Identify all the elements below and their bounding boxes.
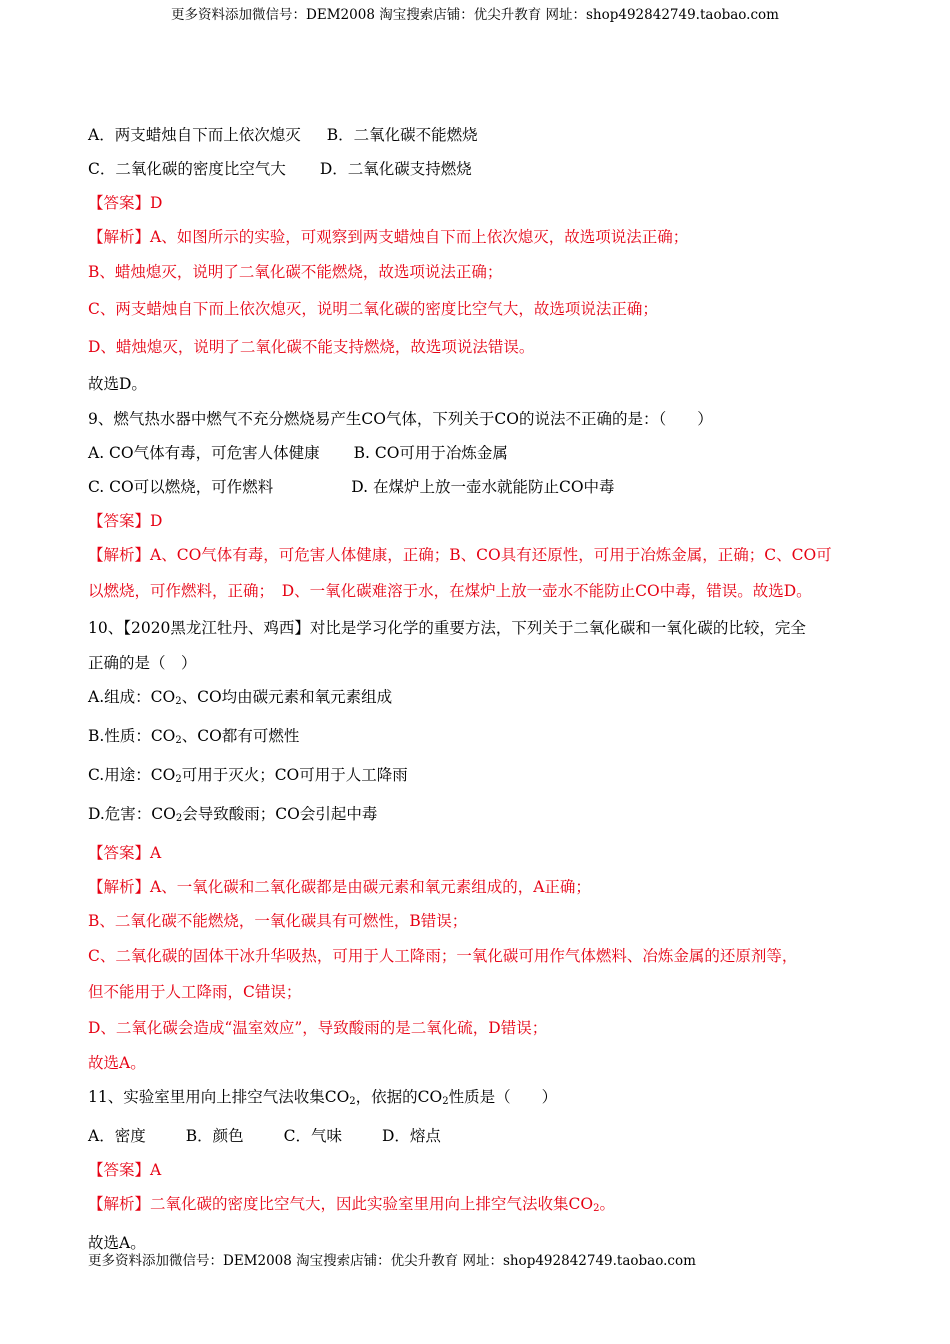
q11-answer-value: A: [150, 1161, 162, 1179]
q10-option-a-sub: 2: [175, 696, 182, 707]
q8-analysis-text-1: A、如图所示的实验，可观察到两支蜡烛自下而上依次熄灭，故选项说法正确；: [150, 228, 689, 246]
q10-option-b: [88, 719, 868, 758]
q10-analysis-4: 但不能用于人工降雨，C错误；: [88, 983, 302, 1001]
q8-option-b: B．二氧化碳不能燃烧: [326, 126, 478, 144]
q8-analysis-4: D、蜡烛熄灭，说明了二氧化碳不能支持燃烧，故选项说法错误。: [88, 338, 535, 356]
page-header: 更多资料添加微信号：DEM2008 淘宝搜索店铺：优尖升教育 网址：shop492842749.taobao.com: [171, 7, 779, 23]
q8-options-row-2: [88, 152, 868, 186]
page-footer: 更多资料添加微信号：DEM2008 淘宝搜索店铺：优尖升教育 网址：shop492842749.taobao.com: [88, 1253, 696, 1269]
q9-answer-value: D: [150, 512, 163, 530]
q10-option-a-post: 、CO均由碳元素和氧元素组成: [181, 688, 393, 706]
q10-option-b-pre: B.性质：CO: [88, 727, 176, 745]
q8-answer-tag: 【答案】: [88, 194, 151, 212]
q11-analysis-pre: 二氧化碳的密度比空气大，因此实验室里用向上排空气法收集CO: [150, 1195, 594, 1213]
q10-answer-value: A: [150, 844, 162, 862]
q10-option-b-sub: 2: [175, 735, 182, 746]
q8-answer: [88, 186, 868, 220]
q10-option-d-post: 会导致酸雨；CO会引起中毒: [182, 805, 378, 823]
q10-answer: [88, 836, 868, 870]
q11-stem-sub-1: 2: [349, 1096, 356, 1107]
q10-answer-tag: 【答案】: [88, 844, 151, 862]
q9-option-d: D. 在煤炉上放一壶水就能防止CO中毒: [351, 478, 615, 496]
q10-option-c-sub: 2: [175, 774, 182, 785]
q10-option-d-pre: D.危害：CO: [88, 805, 176, 823]
q11-analysis-tag: 【解析】: [88, 1195, 151, 1213]
q11-analysis: [88, 1187, 868, 1226]
q10-stem-1: 10、【2020黑龙江牡丹、鸡西】对比是学习化学的重要方法，下列关于二氧化碳和一氧化碳的比较，完全: [88, 619, 806, 637]
q10-stem-2: 正确的是（ ）: [88, 654, 197, 672]
q9-options-row-1: [88, 436, 868, 470]
q9-analysis-tag: 【解析】: [88, 546, 151, 564]
q11-stem-post: 性质是（ ）: [448, 1088, 558, 1106]
q10-analysis-tag: 【解析】: [88, 878, 151, 896]
q9-options-row-2: [88, 470, 868, 504]
q8-analysis-3: C、两支蜡烛自下而上依次熄灭，说明二氧化碳的密度比空气大，故选项说法正确；: [88, 300, 658, 318]
q10-option-a-pre: A.组成：CO: [88, 688, 176, 706]
q11-option-c: C．气味: [283, 1127, 342, 1145]
q9-analysis-text-1: A、CO气体有毒，可危害人体健康，正确；B、CO具有还原性，可用于冶炼金属，正确；C、CO可: [150, 546, 832, 564]
q10-option-c: [88, 758, 868, 797]
q11-conclusion: 故选A。: [88, 1234, 146, 1252]
q11-stem: [88, 1080, 868, 1119]
q9-answer: [88, 504, 868, 538]
q11-analysis-sub: 2: [593, 1203, 600, 1214]
q10-option-a: [88, 680, 868, 719]
q10-option-c-post: 可用于灭火；CO可用于人工降雨: [181, 766, 408, 784]
q11-answer: [88, 1153, 868, 1187]
q9-stem: 9、燃气热水器中燃气不充分燃烧易产生CO气体，下列关于CO的说法不正确的是：（ ）: [88, 410, 713, 428]
q9-analysis-2: 以燃烧，可作燃料，正确； D、一氧化碳难溶于水，在煤炉上放一壶水不能防止CO中毒，错误。故选D。: [88, 582, 812, 600]
q9-answer-tag: 【答案】: [88, 512, 151, 530]
q10-option-d-sub: 2: [175, 813, 183, 824]
q8-analysis-tag: 【解析】: [88, 228, 151, 246]
q11-option-b: B．颜色: [185, 1127, 244, 1145]
q8-options-row-1: [88, 118, 868, 152]
q10-option-c-pre: C.用途：CO: [88, 766, 176, 784]
q11-answer-tag: 【答案】: [88, 1161, 151, 1179]
q11-options-row: [88, 1119, 868, 1153]
q10-analysis-3: C、二氧化碳的固体干冰升华吸热，可用于人工降雨；一氧化碳可用作气体燃料、冶炼金属的还原剂等，: [88, 947, 798, 965]
q10-analysis-text-1: A、一氧化碳和二氧化碳都是由碳元素和氧元素组成的，A正确；: [150, 878, 591, 896]
q10-analysis-5: D、二氧化碳会造成“温室效应”，导致酸雨的是二氧化硫，D错误；: [88, 1019, 548, 1037]
q8-answer-value: D: [150, 194, 163, 212]
q10-analysis-1: [88, 870, 868, 904]
q11-stem-sub-2: 2: [442, 1096, 449, 1107]
q9-option-c: C. CO可以燃烧，可作燃料: [88, 478, 274, 496]
q11-option-a: A．密度: [88, 1127, 146, 1145]
q11-stem-pre: 11、实验室里用向上排空气法收集CO: [88, 1088, 350, 1106]
q8-analysis-1: [88, 220, 868, 254]
q8-option-c: C．二氧化碳的密度比空气大: [88, 160, 286, 178]
q8-conclusion: 故选D。: [88, 375, 147, 393]
q9-analysis-1: [88, 538, 868, 572]
q11-analysis-post: 。: [599, 1195, 615, 1213]
q9-option-a: A. CO气体有毒，可危害人体健康: [88, 444, 320, 462]
q10-option-b-post: 、CO都有可燃性: [181, 727, 300, 745]
q8-option-a: A．两支蜡烛自下而上依次熄灭: [88, 126, 301, 144]
q10-conclusion: 故选A。: [88, 1054, 146, 1072]
q11-stem-mid: ，依据的CO: [355, 1088, 443, 1106]
document-body: [88, 118, 868, 1260]
q10-analysis-2: B、二氧化碳不能燃烧，一氧化碳具有可燃性，B错误；: [88, 912, 468, 930]
q10-option-d: [88, 797, 868, 836]
q11-option-d: D．熔点: [381, 1127, 441, 1145]
q8-option-d: D．二氧化碳支持燃烧: [319, 160, 472, 178]
q9-option-b: B. CO可用于冶炼金属: [353, 444, 508, 462]
q8-analysis-2: B、蜡烛熄灭，说明了二氧化碳不能燃烧，故选项说法正确；: [88, 263, 503, 281]
